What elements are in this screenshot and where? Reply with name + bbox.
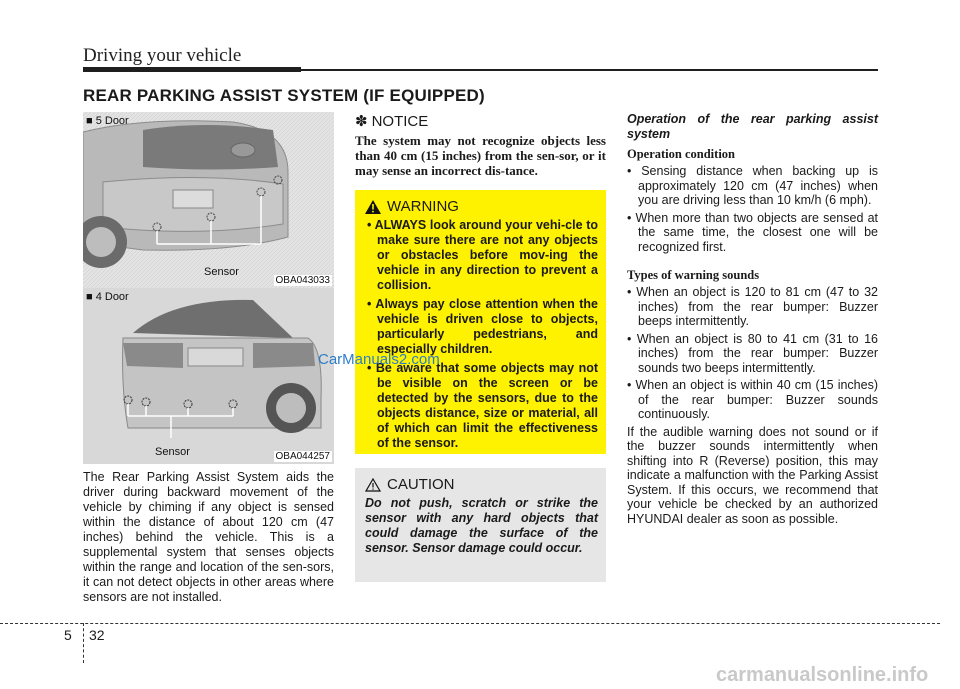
- figure-label: ■ 5 Door: [86, 115, 129, 127]
- condition-heading: Operation condition: [627, 147, 735, 161]
- sound-item: • When an object is 80 to 41 cm (31 to 16 inches) from the rear bumper: Buzzer sounds two beeps intermittently.: [627, 331, 878, 375]
- caution-body: Do not push, scratch or strike the sensor with any hard objects that could damage the surface of the sensor. Sensor damage could occur.: [365, 496, 598, 555]
- operation-heading: Operation of the rear parking assist system: [627, 112, 878, 141]
- sound-item: • When an object is within 40 cm (15 inches) of the rear bumper: Buzzer sounds continuously.: [627, 378, 878, 421]
- figure-5-door: [83, 112, 334, 288]
- section-title: REAR PARKING ASSIST SYSTEM (IF EQUIPPED): [83, 86, 485, 105]
- car-rear-5door-illustration: [83, 112, 334, 288]
- warning-triangle-icon: [365, 200, 381, 214]
- right-column: [627, 112, 878, 526]
- notice-body: The system may not recognize objects less than 40 cm (15 inches) from the sen-sor, or it may sense an incorrect dis-tance.: [355, 133, 606, 178]
- sounds-list: [627, 285, 878, 422]
- header-rule-dark: [83, 67, 301, 72]
- notice-asterisk-icon: ✽: [355, 113, 368, 130]
- page-number: 32: [89, 627, 105, 643]
- warning-item: • Always pay close attention when the vehicle is driven close to objects, particularly pedestrians, and especially children.: [367, 297, 598, 356]
- caution-title: CAUTION: [387, 476, 455, 493]
- closing-paragraph: If the audible warning does not sound or if the buzzer sounds intermittently when shifting into R (Reverse) position, this may indicate a malfunction with the Parking Assist System. If this occurs, we recommend that your vehicle be checked by an authorized HYUNDAI dealer as soon as possible.: [627, 424, 878, 526]
- warning-box: [355, 190, 606, 454]
- condition-item: • Sensing distance when backing up is approximately 120 cm (47 inches) when you are driving less than 10 km/h (6 mph).: [627, 164, 878, 207]
- condition-list: [627, 164, 878, 254]
- condition-item: • When more than two objects are sensed at the same time, the closest one will be recognized first.: [627, 210, 878, 254]
- caution-box: [355, 468, 606, 582]
- warning-heading: [365, 198, 598, 215]
- caution-heading: [365, 476, 598, 493]
- figure-code: OBA043033: [275, 275, 330, 286]
- sound-item: • When an object is 120 to 81 cm (47 to 32 inches) from the rear bumper: Buzzer beeps intermittently.: [627, 285, 878, 328]
- caution-triangle-icon: [365, 478, 381, 492]
- intro-paragraph: The Rear Parking Assist System aids the driver during backward movement of the vehicle by chiming if any object is sensed within the distance of about 120 cm (47 inches) behind the vehicle. This is a supplemental system that senses objects within the range and location of the sen-sors, it can not detect objects in other areas where sensors are not installed.: [83, 470, 334, 604]
- warning-item: • Be aware that some objects may not be visible on the screen or be detected by the sensors, due to the objects distance, size or material, all of which can limit the effectiveness of the sensor.: [367, 361, 598, 450]
- figure-4-door: [83, 288, 334, 464]
- chapter-number: 5: [64, 627, 72, 643]
- warning-list: [365, 218, 598, 451]
- footer-divider: [83, 623, 84, 663]
- watermark-link[interactable]: CarManuals2.com: [318, 351, 440, 368]
- left-column: [83, 112, 334, 605]
- sounds-heading: Types of warning sounds: [627, 268, 760, 282]
- car-rear-4door-illustration: [83, 288, 334, 464]
- notice-heading: [355, 112, 606, 130]
- footer-rule: [0, 623, 940, 624]
- sensor-label: Sensor: [204, 266, 239, 278]
- figure-code: OBA044257: [275, 451, 330, 462]
- sensor-label: Sensor: [155, 446, 190, 458]
- warning-title: WARNING: [387, 198, 459, 215]
- header-rule: [301, 69, 878, 71]
- site-watermark: carmanualsonline.info: [716, 664, 929, 686]
- notice-title: NOTICE: [371, 112, 429, 130]
- figure-label: ■ 4 Door: [86, 291, 129, 303]
- warning-item: • ALWAYS look around your vehi-cle to make sure there are not any objects or obstacles before mov-ing the vehicle in any direction to prevent a collision.: [367, 218, 598, 292]
- middle-column: [355, 112, 606, 582]
- chapter-title: Driving your vehicle: [83, 45, 242, 66]
